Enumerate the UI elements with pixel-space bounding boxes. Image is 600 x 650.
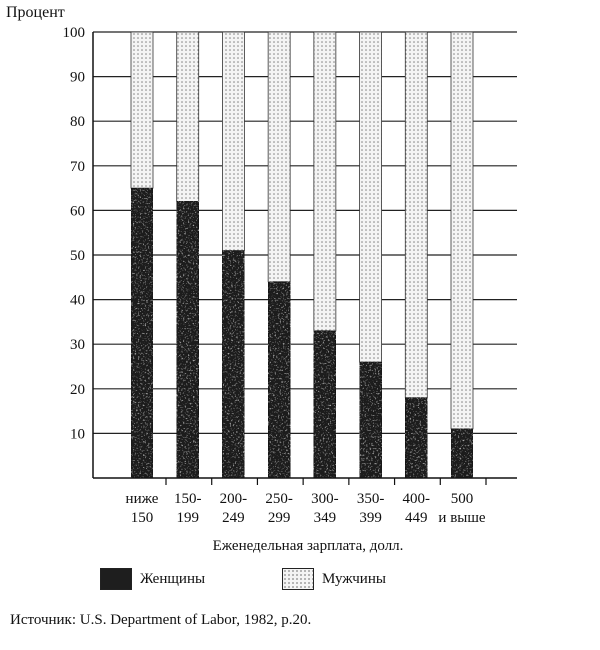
bar-women bbox=[451, 429, 473, 478]
y-tick-label: 30 bbox=[70, 337, 85, 354]
x-tick-label: 400- bbox=[402, 491, 431, 507]
source-note: Источник: U.S. Department of Labor, 1982, p.20. bbox=[10, 612, 312, 628]
x-tick-label: 300- bbox=[311, 491, 339, 507]
bar-men bbox=[268, 32, 290, 282]
bar-men bbox=[222, 32, 244, 251]
bar-men bbox=[314, 32, 336, 331]
y-tick-label: 60 bbox=[70, 203, 85, 220]
x-tick-label: 150- bbox=[173, 491, 202, 507]
bar-men bbox=[131, 32, 153, 188]
y-tick-label: 50 bbox=[70, 248, 85, 264]
y-tick-label: 20 bbox=[70, 381, 85, 398]
bar-women bbox=[131, 188, 153, 478]
y-tick-label: 40 bbox=[70, 292, 85, 309]
x-tick-label: 399 bbox=[359, 510, 382, 526]
y-tick-label: 80 bbox=[70, 114, 85, 131]
x-tick-label: и выше bbox=[438, 510, 486, 526]
x-tick-label: 199 bbox=[176, 510, 199, 526]
bar-women bbox=[314, 331, 336, 478]
bar-women bbox=[222, 251, 244, 478]
x-tick-label: ниже bbox=[125, 491, 159, 507]
y-axis-title: Процент bbox=[6, 4, 65, 21]
x-tick-label: 249 bbox=[222, 510, 245, 526]
bar-men bbox=[451, 32, 473, 429]
y-tick-label: 90 bbox=[70, 69, 85, 86]
bar-women bbox=[177, 201, 199, 478]
x-tick-label: 150 bbox=[130, 510, 154, 526]
legend bbox=[100, 568, 520, 602]
bar-men bbox=[405, 32, 427, 398]
x-tick-label: 350- bbox=[356, 491, 385, 507]
x-tick-label: 200- bbox=[219, 491, 248, 507]
x-tick-label: 500 bbox=[450, 491, 474, 507]
legend-label-men: Мужчины bbox=[322, 570, 386, 587]
bar-men bbox=[360, 32, 382, 362]
y-tick-label: 70 bbox=[70, 158, 85, 175]
x-tick-label: 299 bbox=[267, 510, 291, 526]
legend-swatch-men bbox=[282, 568, 314, 590]
legend-item-women bbox=[100, 568, 205, 590]
y-tick-label: 10 bbox=[70, 426, 85, 443]
x-axis-title: Еженедельная зарплата, долл. bbox=[212, 538, 404, 554]
x-tick-label: 349 bbox=[313, 510, 337, 526]
bar-women bbox=[405, 398, 427, 478]
legend-label-women: Женщины bbox=[140, 570, 206, 587]
x-tick-label: 250- bbox=[265, 491, 293, 507]
bar-women bbox=[360, 362, 382, 478]
x-tick-label: 449 bbox=[405, 510, 428, 526]
bar-men bbox=[177, 32, 199, 201]
legend-item-men bbox=[282, 568, 386, 590]
bar-women bbox=[268, 282, 290, 478]
y-tick-label: 100 bbox=[62, 25, 85, 41]
legend-swatch-women bbox=[100, 568, 132, 590]
